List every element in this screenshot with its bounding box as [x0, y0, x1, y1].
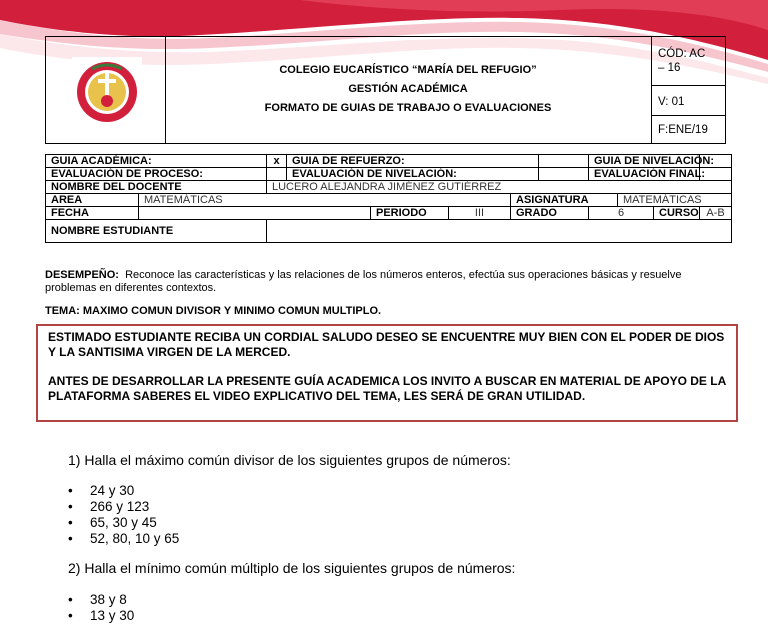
periodo-label: PERIODO	[371, 207, 449, 220]
eval-proceso-value[interactable]	[267, 168, 287, 181]
format-title: FORMATO DE GUIAS DE TRABAJO O EVALUACIONES	[264, 102, 552, 114]
curso-label: CURSO	[654, 207, 700, 220]
version-row	[652, 85, 726, 116]
eval-nivelacion-label: EVALUACIÓN DE NIVELACIÓN:	[287, 168, 539, 181]
guide-info-table	[45, 154, 732, 243]
instruction-paragraph: ANTES DE DESARROLLAR LA PRESENTE GUÍA ACADEMICA LOS INVITO A BUSCAR EN MATERIAL DE APOYO DE LA PLATAFORMA SABERES EL VIDEO EXPLICATIVO DEL TEMA, LES SERÁ DE GRAN UTILIDAD.	[48, 374, 726, 403]
fecha-label: FECHA	[46, 207, 139, 220]
fecha-value[interactable]	[139, 207, 371, 220]
department-name: GESTIÓN ACADÉMICA	[348, 83, 468, 95]
guia-refuerzo-label: GUIA DE REFUERZO:	[287, 155, 539, 168]
asignatura-label: ASIGNATURA	[511, 194, 618, 207]
school-seal-icon	[72, 57, 142, 127]
desempeno-section	[45, 269, 735, 295]
estudiante-value[interactable]	[267, 220, 732, 243]
school-name: COLEGIO EUCARÍSTICO “MARÍA DEL REFUGIO”	[279, 64, 537, 76]
eval-nivelacion-value[interactable]	[539, 168, 589, 181]
code-value: – 16	[658, 62, 681, 74]
guia-refuerzo-value[interactable]	[539, 155, 589, 168]
question-2: 2) Halla el mínimo común múltiplo de los siguientes grupos de números:	[68, 560, 516, 576]
bullet-icon: •	[68, 608, 73, 623]
logo-cell	[46, 37, 166, 143]
version-value: V: 01	[658, 96, 685, 108]
docente-label: NOMBRE DEL DOCENTE	[46, 181, 267, 194]
code-row	[652, 37, 726, 86]
curso-value[interactable]: A-B	[700, 207, 732, 220]
desempeno-text: Reconoce las características y las relaciones de los números enteros, efectúa sus operaciones básicas y resuelve problemas en diferentes contextos.	[45, 269, 682, 294]
date-code-value: F:ENE/19	[658, 124, 708, 136]
estudiante-label: NOMBRE ESTUDIANTE	[46, 220, 267, 243]
eval-proceso-label: EVALUACIÓN DE PROCESO:	[46, 168, 267, 181]
code-label: CÓD: AC	[658, 48, 706, 60]
bullet-icon: •	[68, 515, 73, 530]
guia-academica-label: GUIA ACADÉMICA:	[46, 155, 267, 168]
bullet-icon: •	[68, 592, 73, 607]
desempeno-label: DESEMPEÑO:	[45, 269, 119, 281]
grado-label: GRADO	[511, 207, 589, 220]
tema-title: TEMA: MAXIMO COMUN DIVISOR Y MINIMO COMUN MULTIPLO.	[45, 305, 382, 317]
bullet-icon: •	[68, 499, 73, 514]
periodo-value[interactable]: III	[449, 207, 511, 220]
date-code-row	[652, 115, 726, 143]
asignatura-value[interactable]: MATEMÁTICAS	[618, 194, 732, 207]
bullet-icon: •	[68, 531, 73, 546]
greeting-paragraph: ESTIMADO ESTUDIANTE RECIBA UN CORDIAL SALUDO DESEO SE ENCUENTRE MUY BIEN CON EL PODER DE DIOS Y LA SANTISIMA VIRGEN DE LA MERCED.	[48, 330, 725, 359]
code-cell	[651, 37, 726, 143]
document-header	[45, 36, 726, 144]
docente-value[interactable]: LUCERO ALEJANDRA JIMÉNEZ GUTIÉRREZ	[267, 181, 732, 194]
grado-value[interactable]: 6	[589, 207, 654, 220]
area-value[interactable]: MATEMÁTICAS	[139, 194, 511, 207]
bullet-icon: •	[68, 483, 73, 498]
guia-academica-mark[interactable]: x	[267, 155, 287, 168]
student-message-box	[36, 324, 738, 422]
eval-final-label: EVALUACIÓN FINAL:	[589, 168, 700, 181]
question-1: 1) Halla el máximo común divisor de los siguientes grupos de números:	[68, 452, 511, 468]
guia-nivelacion-label: GUIA DE NIVELACIÓN:	[589, 155, 700, 168]
area-label: AREA	[46, 194, 139, 207]
